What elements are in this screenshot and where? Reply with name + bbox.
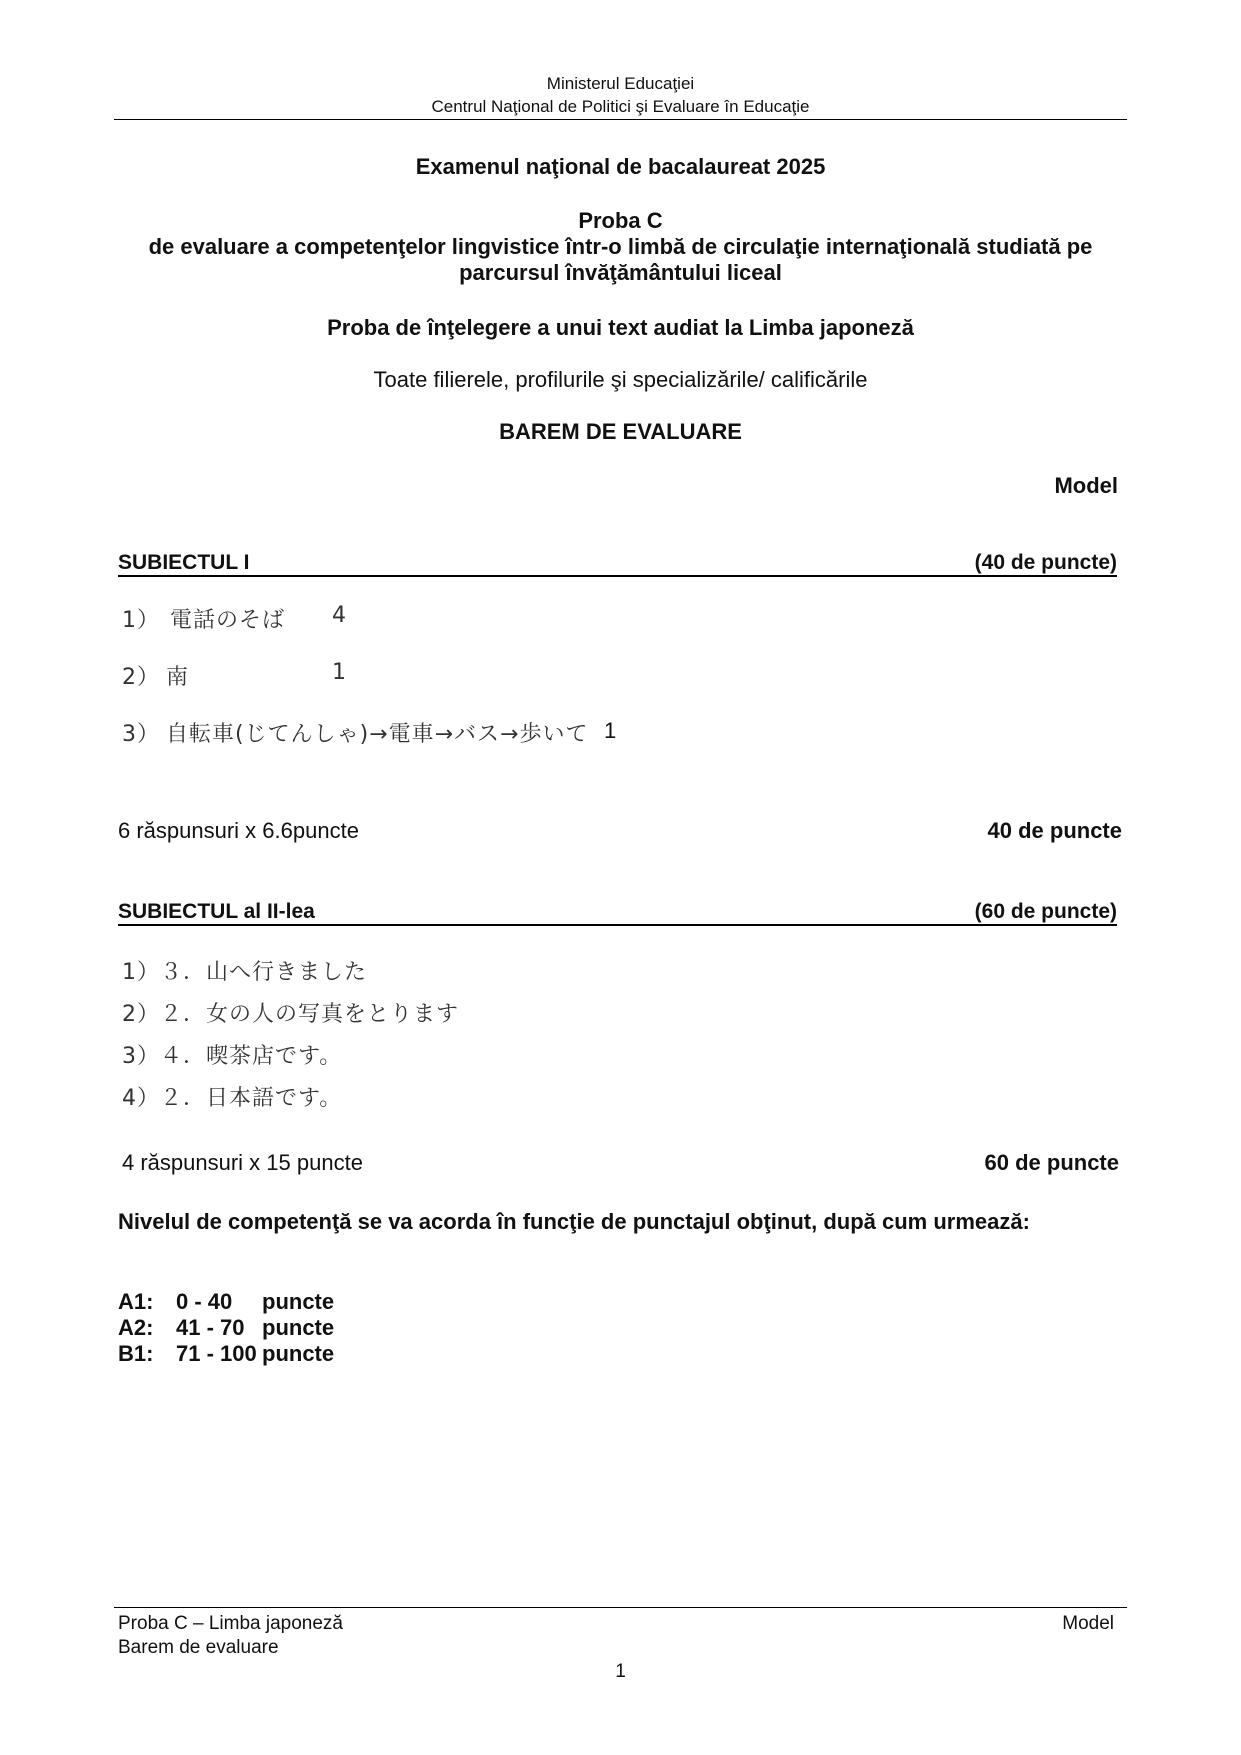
footer-barem: Barem de evaluare (118, 1637, 279, 1658)
barem-heading: BAREM DE EVALUARE (499, 419, 742, 444)
level-range: 41 - 70 (176, 1315, 245, 1340)
footer-model: Model (1062, 1613, 1114, 1634)
proba-description-line1: de evaluare a competenţelor lingvistice într-o limbă de circulaţie internaţională studiată pe (148, 234, 1093, 259)
competence-intro: Nivelul de competenţă se va acorda în funcţie de punctajul obţinut, după cum urmează: (118, 1209, 1030, 1234)
s2-item2: 2）２．女の人の写真をとります (122, 1002, 459, 1027)
s1-item2-answer: 1 (332, 660, 347, 685)
exam-title: Examenul naţional de bacalaureat 2025 (415, 154, 826, 179)
level-label: A2: (118, 1315, 154, 1340)
subject1-summary: 6 răspunsuri x 6.6puncte (118, 818, 359, 843)
filiere-text: Toate filierele, profilurile şi specializările/ calificările (373, 367, 868, 392)
header-divider (114, 119, 1127, 120)
s1-item1-answer: 4 (332, 603, 347, 628)
level-label: A1: (118, 1289, 154, 1314)
s1-item2-num: 2） (122, 665, 160, 690)
footer-divider (114, 1607, 1127, 1608)
s1-item3-text: 自転車(じてんしゃ)→電車→バス→歩いて (166, 722, 589, 747)
level-unit: puncte (262, 1315, 335, 1340)
level-row-a1 (118, 1289, 334, 1315)
footer-proba: Proba C – Limba japoneză (118, 1613, 343, 1634)
s1-item1-num: 1） (122, 608, 160, 633)
subject1-points: (40 de puncte) (974, 551, 1117, 574)
level-row-a2 (118, 1315, 334, 1341)
level-range: 0 - 40 (176, 1289, 233, 1314)
model-label: Model (1054, 473, 1118, 498)
subject2-title: SUBIECTUL al II-lea (118, 900, 315, 923)
level-unit: puncte (262, 1289, 335, 1314)
subject1-title: SUBIECTUL I (118, 551, 250, 574)
s2-item3: 3）４．喫茶店です。 (122, 1044, 343, 1069)
s2-item1: 1）３．山へ行きました (122, 960, 367, 985)
s1-item1-text: 電話のそば (170, 608, 286, 633)
subject2-total: 60 de puncte (984, 1150, 1119, 1175)
subtitle: Proba de înţelegere a unui text audiat la Limba japoneză (327, 315, 914, 340)
subject2-points: (60 de puncte) (974, 900, 1117, 923)
header-center: Centrul Naţional de Politici şi Evaluare în Educaţie (431, 97, 810, 116)
subject1-heading (118, 551, 1117, 577)
subject2-heading (118, 900, 1117, 926)
s1-item3-num: 3） (122, 722, 160, 747)
s2-item4: 4）２．日本語です。 (122, 1086, 343, 1111)
s1-item2-text: 南 (166, 665, 190, 690)
level-unit: puncte (262, 1341, 335, 1366)
level-label: B1: (118, 1341, 154, 1366)
page-number: 1 (615, 1661, 626, 1682)
subject2-summary: 4 răspunsuri x 15 puncte (122, 1150, 363, 1175)
header-ministry: Ministerul Educaţiei (546, 74, 695, 93)
proba-title: Proba C (578, 208, 663, 233)
proba-description-line2: parcursul învăţământului liceal (459, 260, 782, 285)
level-range: 71 - 100 (176, 1341, 257, 1366)
subject1-total: 40 de puncte (987, 818, 1122, 843)
level-row-b1 (118, 1341, 334, 1367)
s1-item3-answer: 1 (604, 718, 617, 743)
